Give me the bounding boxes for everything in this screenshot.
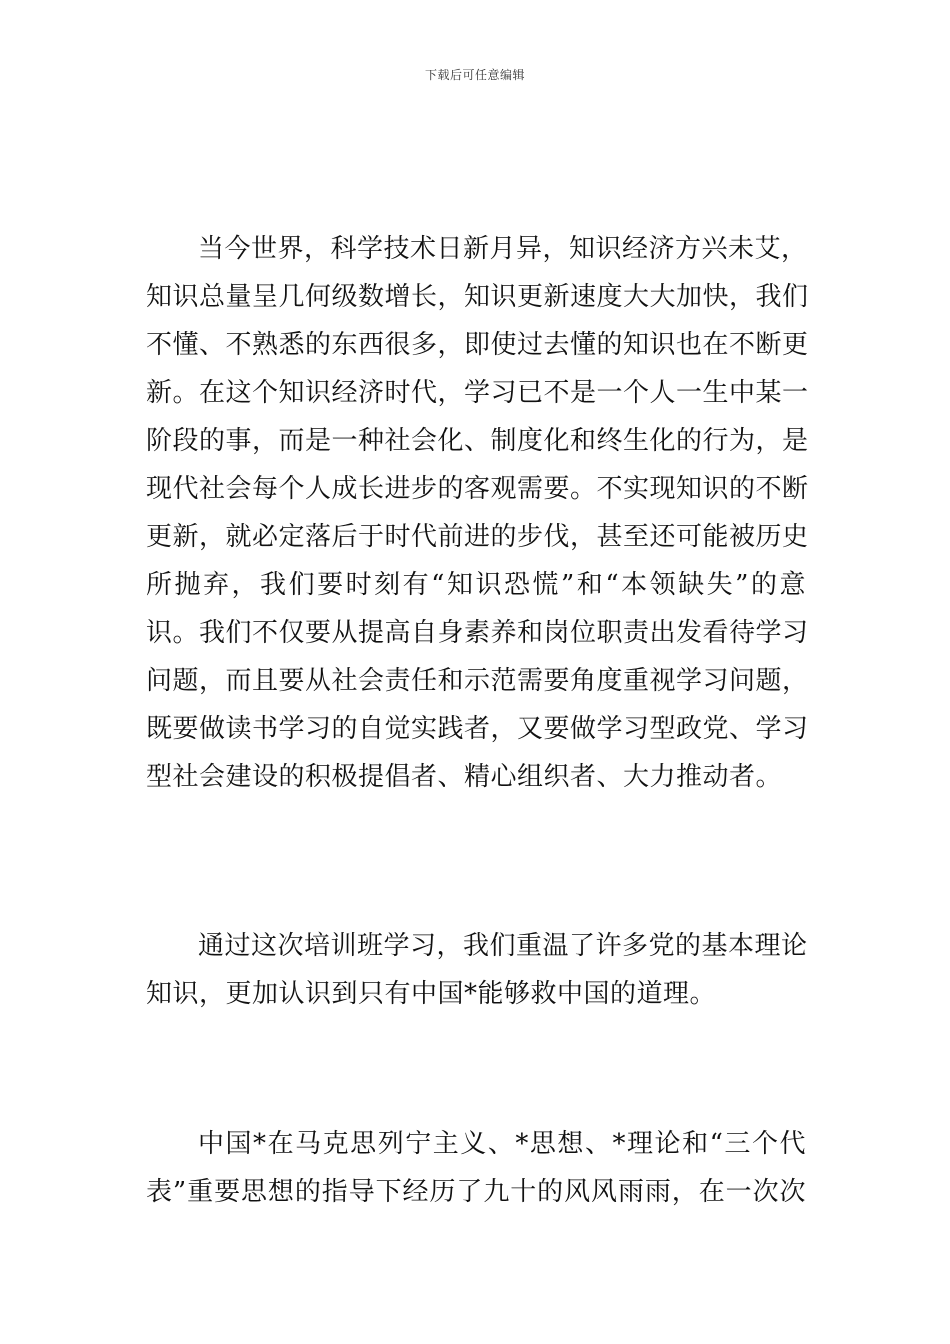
paragraph-line: 不懂、不熟悉的东西很多，即使过去懂的知识也在不断更: [146, 330, 809, 360]
paragraph: [146, 225, 809, 801]
page-header: 下载后可任意编辑: [424, 68, 525, 82]
paragraph-line: 知识总量呈几何级数增长，知识更新速度大大加快，我们: [146, 282, 809, 312]
paragraph: [146, 1120, 806, 1216]
paragraph-line: 阶段的事，而是一种社会化、制度化和终生化的行为，是: [146, 426, 809, 456]
paragraph-line: 当今世界，科学技术日新月异，知识经济方兴未艾，: [198, 234, 808, 264]
paragraph-line: 识。我们不仅要从提高自身素养和岗位职责出发看待学习: [146, 618, 809, 648]
paragraph-line: 更新，就必定落后于时代前进的步伐，甚至还可能被历史: [146, 522, 809, 552]
paragraph-line: 知识，更加认识到只有中国*能够救中国的道理。: [146, 979, 717, 1009]
paragraph-line: 所抛弃，我们要时刻有“知识恐慌”和“本领缺失”的意: [146, 570, 806, 600]
paragraph-line: 问题，而且要从社会责任和示范需要角度重视学习问题，: [146, 666, 809, 696]
paragraph-line: 通过这次培训班学习，我们重温了许多党的基本理论: [198, 931, 808, 961]
paragraph: [146, 922, 806, 1018]
paragraph-line: 型社会建设的积极提倡者、精心组织者、大力推动者。: [146, 762, 783, 792]
paragraph-line: 表”重要思想的指导下经历了九十的风风雨雨，在一次次: [146, 1177, 806, 1207]
paragraph-line: 新。在这个知识经济时代，学习已不是一个人一生中某一: [146, 378, 809, 408]
paragraph-line: 现代社会每个人成长进步的客观需要。不实现知识的不断: [146, 474, 809, 504]
paragraph-line: 中国*在马克思列宁主义、*思想、*理论和“三个代: [198, 1129, 806, 1159]
paragraph-line: 既要做读书学习的自觉实践者，又要做学习型政党、学习: [146, 714, 809, 744]
